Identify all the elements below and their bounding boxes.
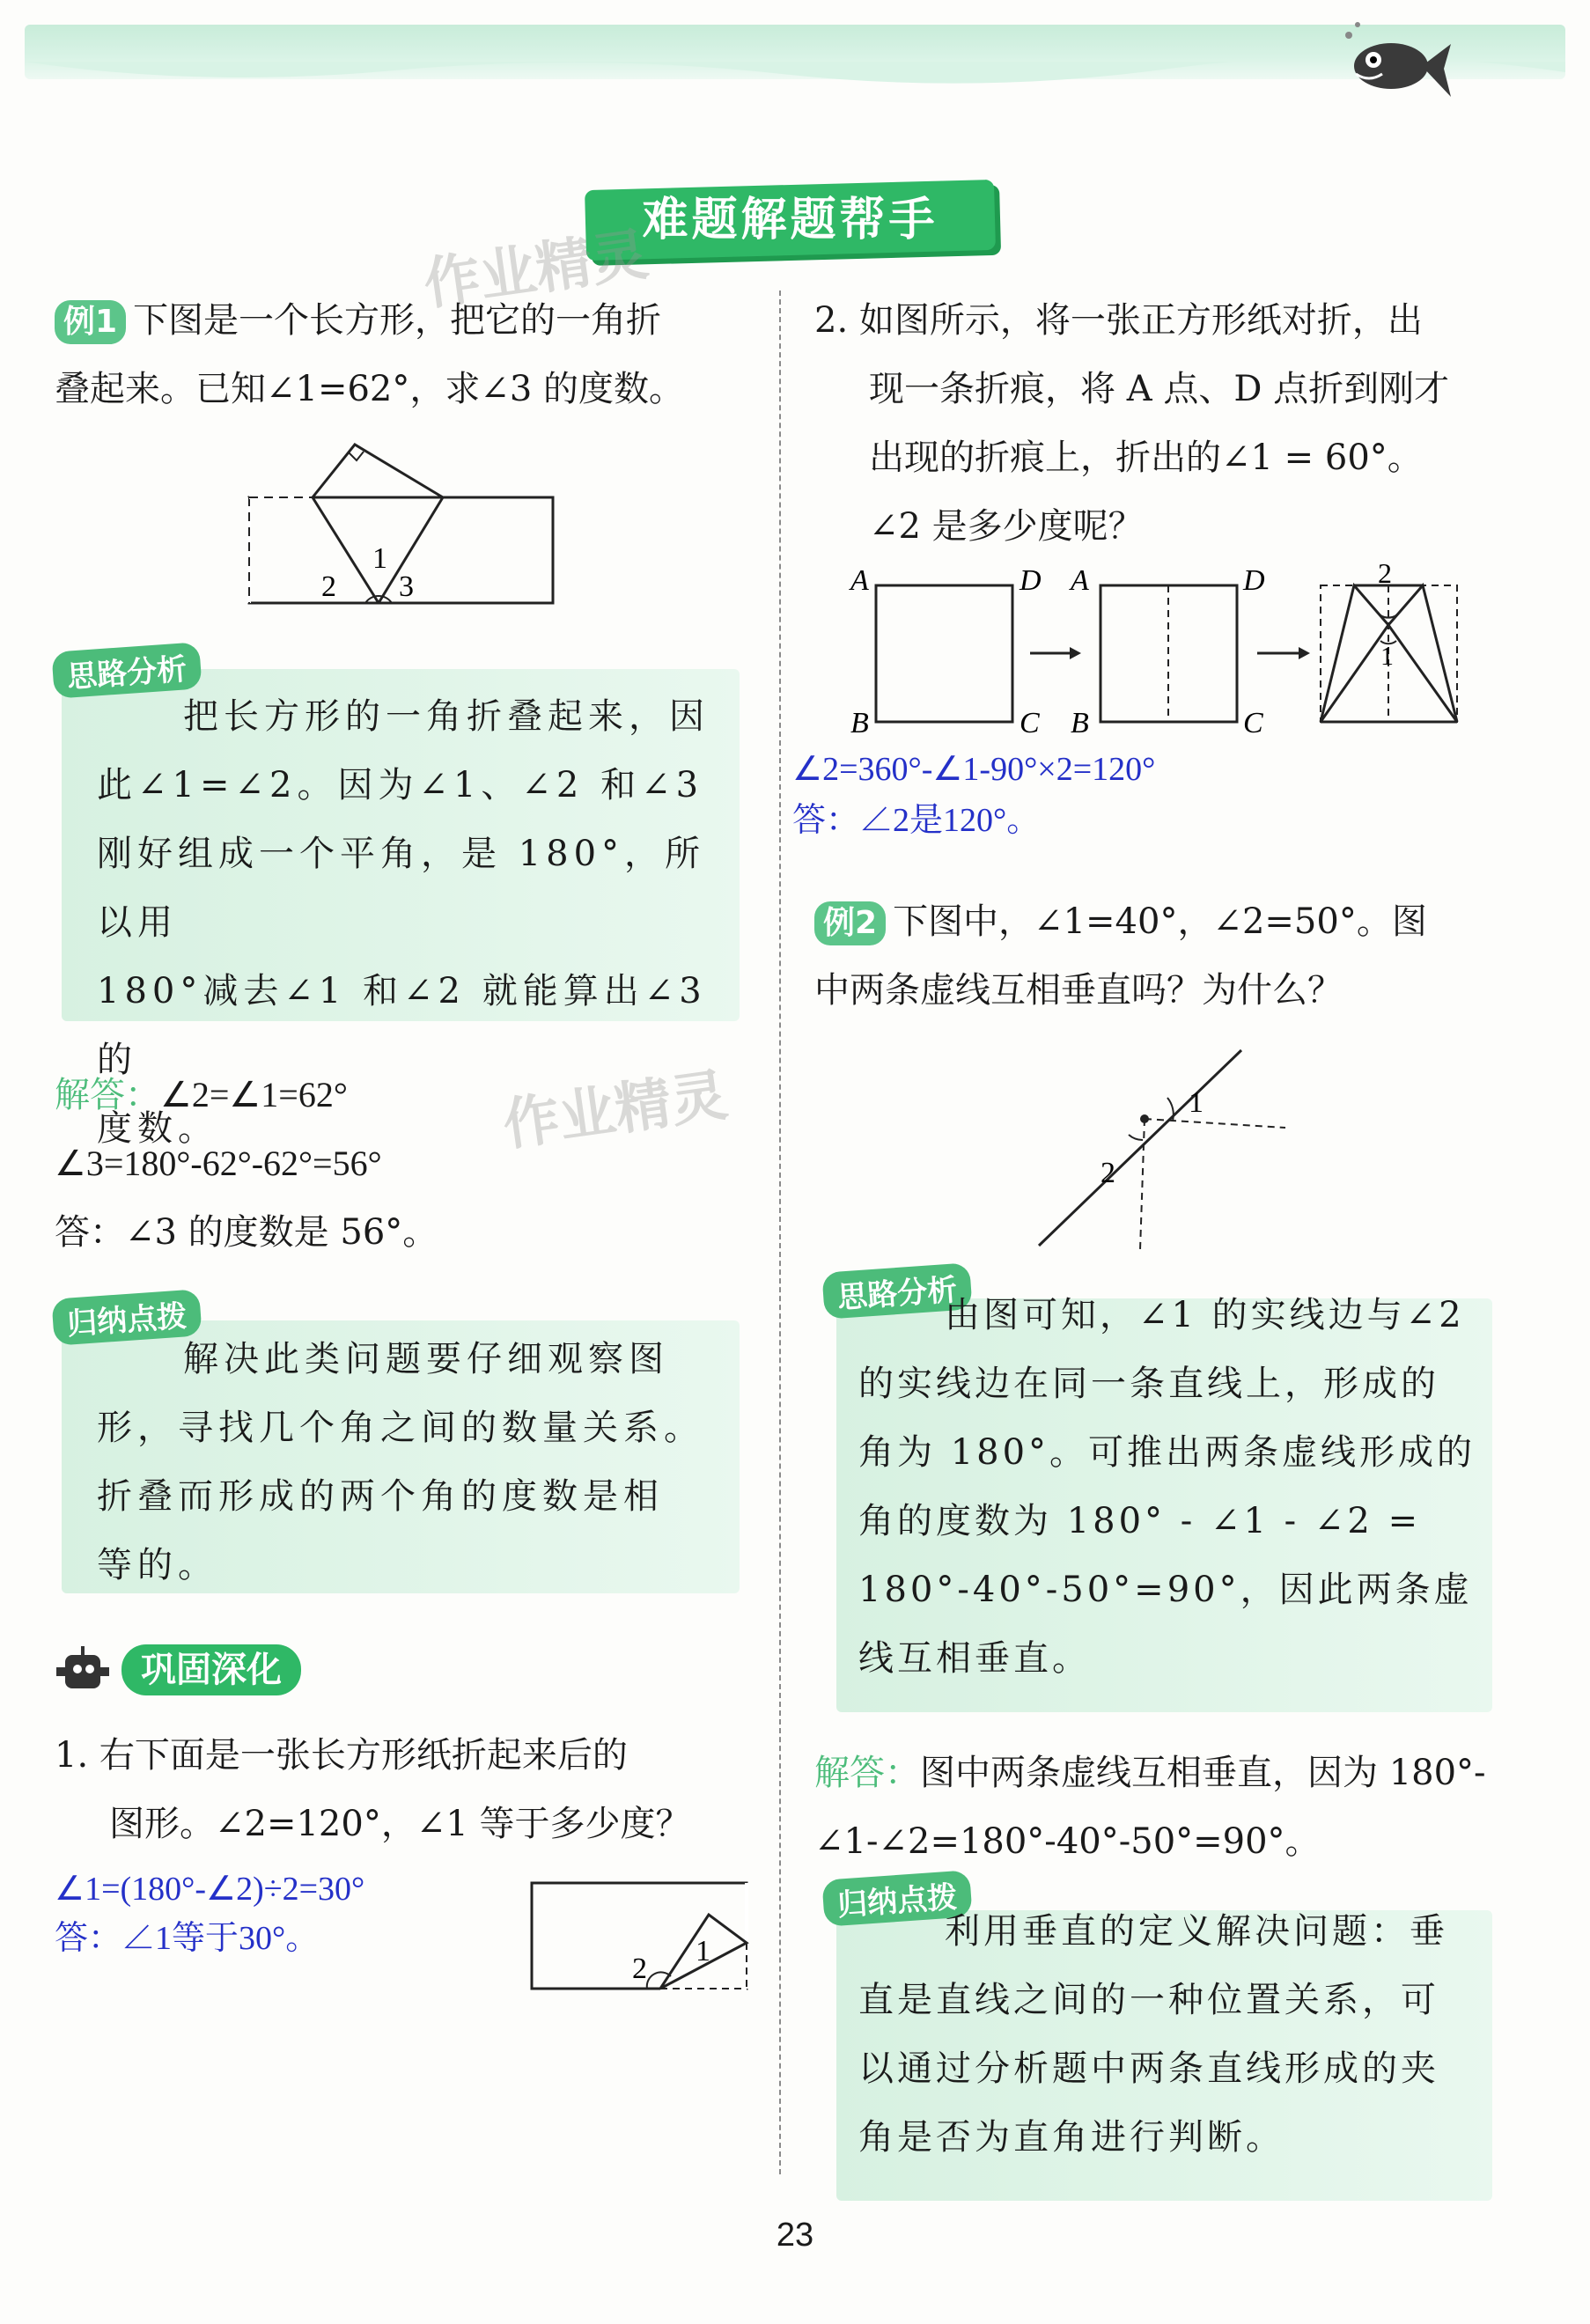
question1 <box>55 1721 777 1858</box>
example1-figure <box>242 436 559 612</box>
analysis2-tag: 思路分析 <box>821 1262 972 1320</box>
q2-fig-label-D: D <box>1020 564 1042 597</box>
summary2-line: 利用垂直的定义解决问题：垂 <box>945 1911 1448 1952</box>
solution2-line: 图中两条虚线互相垂直，因为 180°- <box>920 1753 1486 1793</box>
summary2-tag: 归纳点拨 <box>821 1870 972 1927</box>
analysis2-line: 角的度数为 180° - ∠1 - ∠2 = <box>858 1501 1422 1541</box>
analysis2-line: 180°-40°-50°=90°，因此两条虚 <box>858 1570 1473 1610</box>
ex2-fig-label-2: 2 <box>1100 1157 1115 1189</box>
question1-figure <box>528 1879 757 1994</box>
question1-line1: 1. 右下面是一张长方形纸折起来后的 <box>55 1735 628 1776</box>
fig1-label-3: 3 <box>399 570 414 603</box>
solution1-line: 答：∠3 的度数是 56°。 <box>55 1212 438 1253</box>
example2-figure <box>1030 1043 1294 1254</box>
solution1-label: 解答： <box>55 1075 160 1115</box>
summary1-tag: 归纳点拨 <box>51 1289 202 1346</box>
solution2-label: 解答： <box>814 1753 920 1793</box>
summary1-text <box>97 1325 731 1600</box>
q2-fig-label-2: 2 <box>1378 563 1392 589</box>
question2-line: 2. 如图所示，将一张正方形纸对折，出 <box>814 300 1423 341</box>
summary2-line: 直是直线之间的一种位置关系，可 <box>858 1980 1439 2020</box>
column-divider <box>779 290 781 2174</box>
question1-answer <box>55 1864 364 1963</box>
analysis1-line: 180°减去∠1 和∠2 就能算出∠3 的 <box>97 971 707 1080</box>
example2-line1: 下图中，∠1=40°，∠2=50°。图 <box>893 901 1427 942</box>
example2-prompt <box>814 887 1536 1025</box>
analysis2-line: 线互相垂直。 <box>858 1638 1091 1679</box>
q2-fig-label-B: B <box>850 707 869 739</box>
question2-line: 现一条折痕，将 A 点、D 点折到刚才 <box>869 369 1450 409</box>
summary1-line: 形，寻找几个角之间的数量关系。 <box>97 1408 704 1448</box>
q2-fig-label-A: A <box>850 564 869 597</box>
fish-mascot-icon <box>1338 18 1453 114</box>
q2-fig-label-B2: B <box>1071 707 1089 739</box>
q2-fig-label-C2: C <box>1243 707 1263 739</box>
watermark: 作业精灵 <box>498 1063 732 1159</box>
example1-line2: 叠起来。已知∠1=62°，求∠3 的度数。 <box>55 369 685 409</box>
analysis1-line: 此∠1=∠2。因为∠1、∠2 和∠3 <box>97 765 704 805</box>
q1-fig-label-2: 2 <box>632 1953 647 1985</box>
analysis2-line: 由图可知，∠1 的实线边与∠2 <box>945 1295 1465 1335</box>
example1-badge: 例1 <box>55 300 126 344</box>
question2-answer <box>792 744 1155 846</box>
question2-line: ∠2 是多少度呢？ <box>869 506 1144 547</box>
summary1-line: 折叠而形成的两个角的度数是相 <box>97 1476 664 1517</box>
example2-line2: 中两条虚线互相垂直吗？为什么？ <box>814 970 1343 1011</box>
q2-fig-label-A2: A <box>1071 564 1089 597</box>
question1-line2: 图形。∠2=120°，∠1 等于多少度？ <box>109 1804 691 1844</box>
example1-line1: 下图是一个长方形，把它的一角折 <box>133 300 662 341</box>
summary2-text <box>858 1897 1483 2172</box>
summary1-line: 解决此类问题要仔细观察图 <box>183 1339 669 1379</box>
summary2-line: 以通过分析题中两条直线形成的夹 <box>858 2048 1439 2089</box>
summary2-line: 角是否为直角进行判断。 <box>858 2117 1285 2158</box>
fig1-label-1: 1 <box>372 542 387 575</box>
analysis2-text <box>858 1281 1483 1693</box>
question2-line: 出现的折痕上，折出的∠1 = 60°。 <box>869 438 1423 478</box>
robot-mascot-icon <box>53 1644 114 1697</box>
solution1-line: ∠3=180°-62°-62°=56° <box>55 1144 382 1183</box>
analysis1-line: 刚好组成一个平角，是 180°，所以用 <box>97 834 706 943</box>
example2-badge: 例2 <box>814 901 886 945</box>
analysis2-line: 角为 180°。可推出两条虚线形成的 <box>858 1432 1476 1473</box>
solution2-line: ∠1-∠2=180°-40°-50°=90°。 <box>814 1821 1321 1862</box>
analysis1-tag: 思路分析 <box>51 642 202 699</box>
question2 <box>814 286 1536 561</box>
page-number: 23 <box>776 2217 814 2254</box>
question2-answer-line: 答：∠2是120°。 <box>792 802 1041 839</box>
example1-prompt <box>55 286 759 423</box>
question2-figure <box>845 563 1479 739</box>
q1-fig-label-1: 1 <box>696 1935 710 1967</box>
page-title: 难题解题帮手 <box>642 194 939 246</box>
analysis1-line: 度数。 <box>97 1108 218 1149</box>
question1-answer-line: ∠1=(180°-∠2)÷2=30° <box>55 1871 365 1908</box>
watermark: 作业精灵 <box>419 222 652 319</box>
analysis1-line: 把长方形的一角折叠起来，因 <box>183 696 710 737</box>
consolidate-tag: 巩固深化 <box>121 1644 301 1695</box>
analysis2-line: 的实线边在同一条直线上，形成的 <box>858 1364 1439 1404</box>
header-wave <box>25 62 1565 97</box>
question2-answer-line: ∠2=360°-∠1-90°×2=120° <box>792 751 1156 788</box>
summary1-line: 等的。 <box>97 1545 218 1585</box>
fig1-label-2: 2 <box>321 570 336 603</box>
solution2 <box>814 1739 1536 1876</box>
ex2-fig-label-1: 1 <box>1189 1086 1204 1119</box>
q2-fig-label-C: C <box>1020 707 1040 739</box>
question1-answer-line: 答：∠1等于30°。 <box>55 1920 320 1957</box>
q2-fig-label-D2: D <box>1243 564 1265 597</box>
solution1-line: ∠2=∠1=62° <box>160 1075 348 1114</box>
q2-fig-label-1: 1 <box>1380 642 1394 671</box>
